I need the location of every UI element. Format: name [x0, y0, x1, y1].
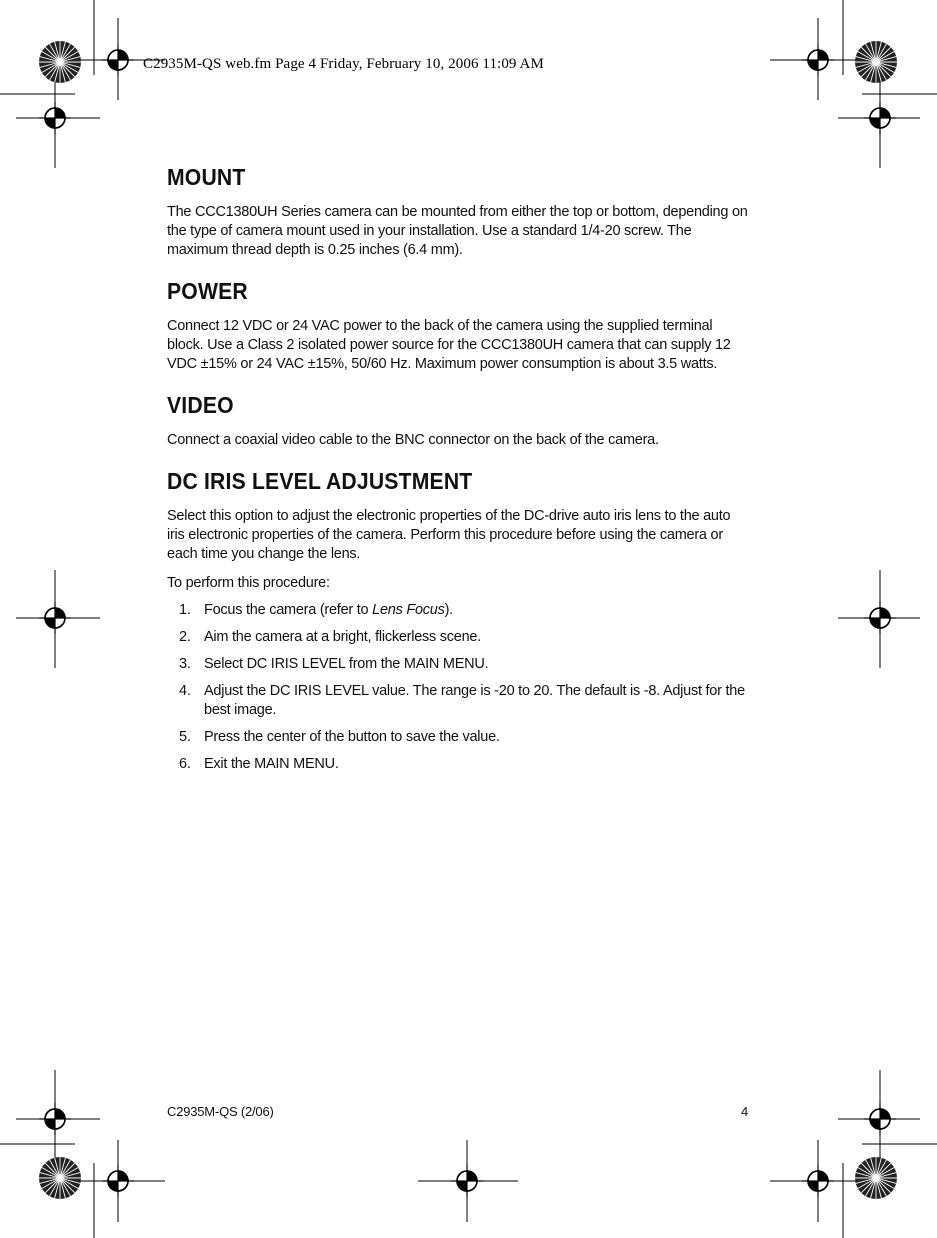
section-heading: DC IRIS LEVEL ADJUSTMENT — [167, 468, 473, 494]
section-mount — [167, 164, 751, 260]
procedure-steps — [167, 601, 751, 774]
section-heading: POWER — [167, 278, 248, 304]
section-body: Connect a coaxial video cable to the BNC connector on the back of the camera. — [167, 432, 659, 448]
step-text — [204, 601, 751, 620]
section-power — [167, 278, 751, 374]
section-body: Select this option to adjust the electronic properties of the DC-drive auto iris lens to the auto iris electronic properties of the camera. Perform this procedure before using the camera or each time you change the lens. — [167, 508, 731, 562]
step-text: Select DC IRIS LEVEL from the MAIN MENU. — [204, 656, 489, 672]
step-number: 4. — [179, 683, 191, 699]
procedure-intro: To perform this procedure: — [167, 575, 330, 591]
step-number: 5. — [179, 729, 191, 745]
footer-page-number: 4 — [741, 1104, 749, 1119]
section-body: Connect 12 VDC or 24 VAC power to the back of the camera using the supplied terminal block. Use a Class 2 isolated power source for the CCC1380UH camera that can supply 12 VDC ±15% or 24 VAC ±15%, 50/60 Hz. Maximum power consumption is about 3.5 watts. — [167, 318, 731, 372]
section-dc-iris — [167, 468, 751, 774]
step-text: Press the center of the button to save the value. — [204, 729, 500, 745]
section-heading: VIDEO — [167, 392, 234, 418]
step-text: Adjust the DC IRIS LEVEL value. The range is -20 to 20. The default is -8. Adjust for the best image. — [204, 683, 745, 718]
list-item — [167, 755, 751, 774]
page-content — [167, 164, 751, 788]
list-item — [167, 728, 751, 747]
list-item — [167, 682, 751, 720]
step-text-pre: Focus the camera (refer to — [204, 602, 373, 618]
list-item — [167, 655, 751, 674]
step-text: Aim the camera at a bright, flickerless scene. — [204, 629, 482, 645]
footer-doc-id: C2935M-QS (2/06) — [167, 1104, 274, 1119]
section-heading: MOUNT — [167, 164, 246, 190]
step-number: 2. — [179, 629, 191, 645]
step-number: 6. — [179, 756, 191, 772]
print-slug: C2935M-QS web.fm Page 4 Friday, February 10, 2006 11:09 AM — [143, 56, 544, 72]
step-text: Exit the MAIN MENU. — [204, 756, 339, 772]
section-body: The CCC1380UH Series camera can be mounted from either the top or bottom, depending on the type of camera mount used in your installation. Use a standard 1/4-20 screw. The maximum thread depth is 0.25 inches (6.4 mm). — [167, 204, 748, 258]
step-number: 3. — [179, 656, 191, 672]
section-video — [167, 392, 751, 450]
step-number: 1. — [179, 602, 191, 618]
list-item — [167, 601, 751, 620]
step-text-post: ). — [444, 602, 453, 618]
cross-reference-link[interactable]: Lens Focus — [372, 602, 445, 618]
list-item — [167, 628, 751, 647]
